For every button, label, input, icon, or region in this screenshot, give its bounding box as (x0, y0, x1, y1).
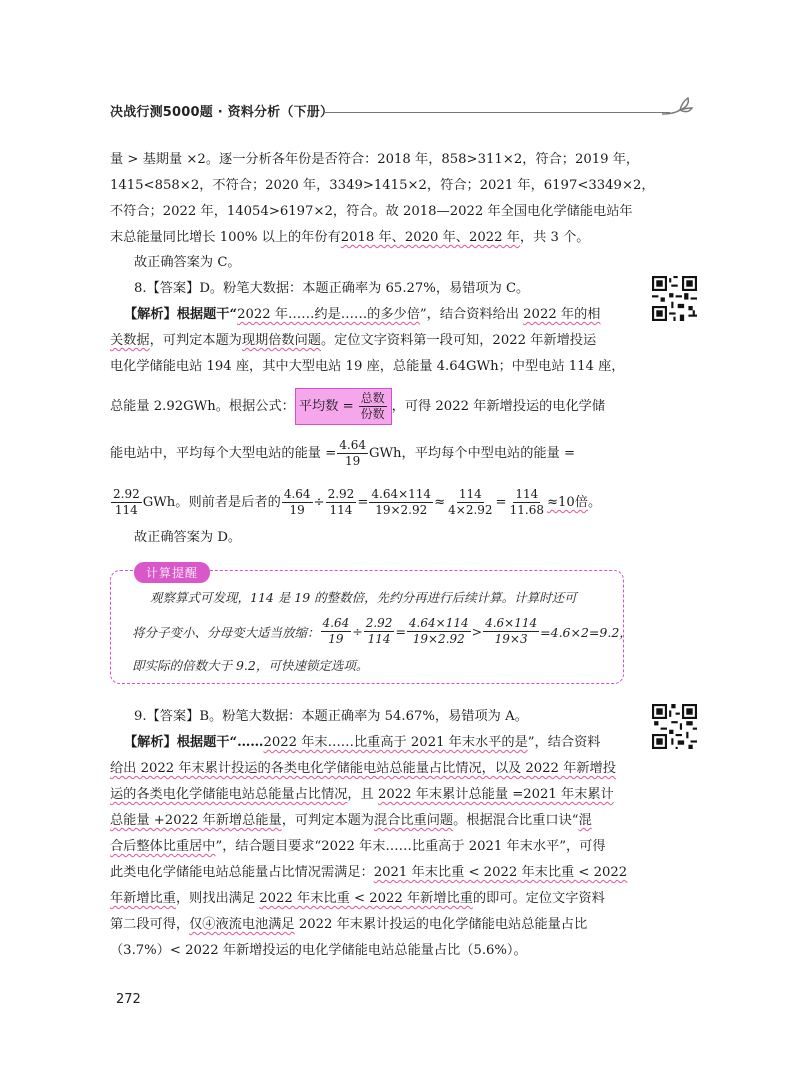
fraction-num: 4.6×114 (485, 616, 538, 630)
q9-line-5 (110, 837, 606, 856)
q9-line-4b: ，可判定本题为 (281, 813, 374, 828)
q9-analysis-label: 【解析】根据题干“…… (124, 735, 264, 750)
q9-line-4a: 总能量 +2022 年新增总能量 (110, 813, 282, 828)
q9-line-4 (110, 811, 592, 830)
q9-line-5a: 合后整体比重居中 (110, 839, 216, 854)
q8-line-5a: 能电站中，平均每个大型电站的能量 = (110, 446, 337, 461)
q7-line-4c: ，共 3 个。 (519, 230, 590, 245)
q9-line-6a: 此类电化学储能电站总能量占比情况需满足： (110, 865, 374, 880)
q7-line-4a: 末总能量同比增长 100% 以上的年份有 (110, 230, 341, 245)
q9-line-4e: 混 (578, 813, 592, 828)
greater-sign: > (471, 624, 483, 639)
tip-line-3: 即实际的倍数大于 9.2，可快速锁定选项。 (132, 658, 369, 673)
tip-fraction-2 (364, 616, 395, 647)
fraction-num: 4.64 (283, 487, 311, 501)
tip-line-2 (132, 616, 632, 647)
tip-line-2b: =4.6×2=9.2， (540, 624, 632, 640)
fraction-large-station (337, 438, 368, 469)
q8-line-2b: ，可判定本题为 (149, 333, 242, 348)
header-rule (325, 112, 670, 113)
fraction-num: 4.64×114 (371, 487, 432, 501)
formula-den: 份数 (360, 407, 385, 421)
calculation-tip-tag: 计算提醒 (134, 562, 210, 583)
equal-sign: = (395, 624, 406, 639)
q9-line-8a: 第二段可得， (110, 917, 190, 932)
page-number: 272 (116, 992, 141, 1007)
divide-sign: ÷ (313, 495, 325, 510)
q9-line-8b: 仅④液流电池满足 (189, 917, 295, 932)
q9-line-7d: 的即可。定位文字资料 (472, 891, 605, 906)
q8-line-2d: 。定位文字资料第一段可知，2022 年新增投运 (321, 333, 597, 348)
fraction-den: 19×3 (494, 632, 528, 646)
q7-line-3: 不符合；2022 年，14054>6197×2，符合。故 2018—2022 年全国电化学储能电站年 (110, 204, 633, 219)
fraction-num: 2.92 (327, 487, 355, 501)
q9-line-6 (110, 863, 627, 882)
fraction-den: 114 (114, 503, 138, 517)
q8-line-4b: ，可得 2022 年新增投运的电化学储 (391, 399, 606, 414)
fraction-calc-5 (508, 487, 546, 518)
fraction-den: 19 (328, 632, 344, 646)
fraction-den: 19 (344, 454, 361, 468)
fraction-den: 19 (289, 503, 305, 517)
q8-answer: 故正确答案为 D。 (134, 530, 242, 545)
q8-line-3: 电化学储能电站 194 座，其中大型电站 19 座，总能量 4.64GWh；中型电站 114 座， (110, 359, 625, 374)
q9-question-type: 混合比重问题 (374, 813, 454, 828)
q8-line-4a: 总能量 2.92GWh。根据公式： (110, 399, 295, 414)
q7-line-2: 1415<858×2，不符合；2020 年，3349>1415×2，符合；2021 年，6197<3349×2， (110, 178, 655, 193)
fraction-den: 19×2.92 (375, 503, 428, 517)
equal-sign: = (357, 495, 369, 510)
q9-line-8c: 2022 年末累计投运的电化学储能电站总能量占比 (294, 917, 588, 932)
tip-fraction-1 (321, 616, 352, 647)
tip-line-1: 观察算式可发现，114 是 19 的整数倍，先约分再进行后续计算。计算时还可 (150, 590, 577, 605)
formula-left: 平均数 = (298, 399, 354, 414)
formula-num: 总数 (360, 391, 385, 405)
fraction-calc-3 (369, 487, 433, 518)
q8-line-4 (110, 388, 605, 425)
fraction-calc-1 (282, 487, 313, 518)
tip-line-2a: 将分子变小、分母变大适当放缩： (132, 624, 320, 640)
tip-fraction-4 (483, 616, 539, 647)
q7-answer: 故正确答案为 C。 (134, 255, 241, 270)
q9-line-8 (110, 915, 587, 934)
q8-line-5b: GWh，平均每个中型电站的能量 = (368, 446, 576, 461)
q9-line-2a: 给出 2022 年末累计投运的各类电化学储能电站总能量占比情况，以及 2022 年新增投 (110, 761, 616, 776)
divide-sign: ÷ (352, 624, 363, 639)
q9-line-7a: 年新增比重 (110, 891, 176, 906)
fraction-num: 4.64 (322, 616, 350, 630)
q9-line-2 (110, 759, 616, 778)
q7-line-4 (110, 228, 589, 247)
q9-line-9: （3.7%）< 2022 年新增投运的电化学储能电站总能量占比（5.6%）。 (110, 943, 527, 958)
q9-line-3c: 2022 年末累计总能量 =2021 年末累计 (377, 787, 614, 802)
q8-line-1 (124, 305, 601, 324)
q8-question-quote: 2022 年……约是……的多少倍 (237, 307, 420, 322)
tip-fraction-3 (407, 616, 471, 647)
equal-sign: = (495, 495, 507, 510)
q8-analysis-label: 【解析】根据题干“ (124, 307, 238, 322)
fraction-den: 4×2.92 (448, 503, 493, 517)
q8-line-6a: GWh。则前者是后者的 (142, 495, 281, 510)
q7-line-1: 量 > 基期量 ×2。逐一分析各年份是否符合：2018 年，858>311×2，符合；2019 年， (110, 152, 640, 167)
fraction-num: 2.92 (113, 487, 140, 501)
sprout-icon (660, 90, 700, 120)
fraction-den: 114 (367, 632, 391, 646)
qr-code-icon[interactable] (652, 704, 697, 749)
formula-fraction (359, 391, 387, 422)
fraction-num: 114 (458, 487, 482, 501)
q9-line-6b: 2021 年末比重 < 2022 年末比重 < 2022 (373, 865, 628, 880)
approx-sign: ≈ (434, 495, 446, 510)
fraction-num: 2.92 (365, 616, 393, 630)
q8-line-6c: 。 (588, 495, 602, 510)
q8-question-type: 现期倍数问题 (241, 333, 321, 348)
q9-answer-head: 9.【答案】B。粉笔大数据：本题正确率为 54.67%，易错项为 A。 (134, 709, 528, 724)
q8-line-1c: ”，结合资料给出 (419, 307, 524, 322)
q8-line-2 (110, 331, 596, 350)
q8-result: ≈10倍 (546, 495, 588, 510)
fraction-num: 4.64×114 (408, 616, 469, 630)
q9-line-7c: 2022 年末比重 < 2022 年新增比重 (259, 891, 473, 906)
q9-line-3b: ，且 (347, 787, 378, 802)
fraction-calc-4 (446, 487, 494, 518)
fraction-num: 114 (515, 487, 539, 501)
fraction-den: 11.68 (509, 503, 544, 517)
running-header-title: 决战行测5000题 · 资料分析（下册） (110, 105, 334, 120)
q8-line-1d: 2022 年的相 (523, 307, 601, 322)
q8-line-2a: 关数据 (110, 333, 150, 348)
q9-question-quote: 2022 年末……比重高于 2021 年末水平的是 (263, 735, 528, 750)
fraction-den: 19×2.92 (412, 632, 465, 646)
q9-line-7 (110, 889, 605, 908)
q8-line-6 (110, 487, 601, 518)
q9-line-3 (110, 785, 614, 804)
qr-code-icon[interactable] (652, 276, 697, 321)
q8-line-5 (110, 438, 575, 469)
average-formula-box (295, 388, 392, 425)
fraction-calc-2 (326, 487, 357, 518)
q9-line-3a: 运的各类电化学储能电站总能量占比情况 (110, 787, 348, 802)
q8-answer-head: 8.【答案】D。粉笔大数据：本题正确率为 65.27%，易错项为 C。 (134, 281, 530, 296)
q9-line-1 (124, 733, 600, 752)
fraction-num: 4.64 (339, 438, 366, 452)
q7-highlight-years: 2018 年、2020 年、2022 年 (340, 230, 520, 245)
fraction-mid-station (111, 487, 142, 518)
q9-line-4d: 。根据混合比重口诀“ (453, 813, 579, 828)
q9-line-7b: ，则找出满足 (175, 891, 260, 906)
q9-line-5b: ”，结合题目要求“2022 年末……比重高于 2021 年末水平”，可得 (215, 839, 606, 854)
fraction-den: 114 (329, 503, 353, 517)
q9-line-1c: ”，结合资料 (527, 735, 601, 750)
